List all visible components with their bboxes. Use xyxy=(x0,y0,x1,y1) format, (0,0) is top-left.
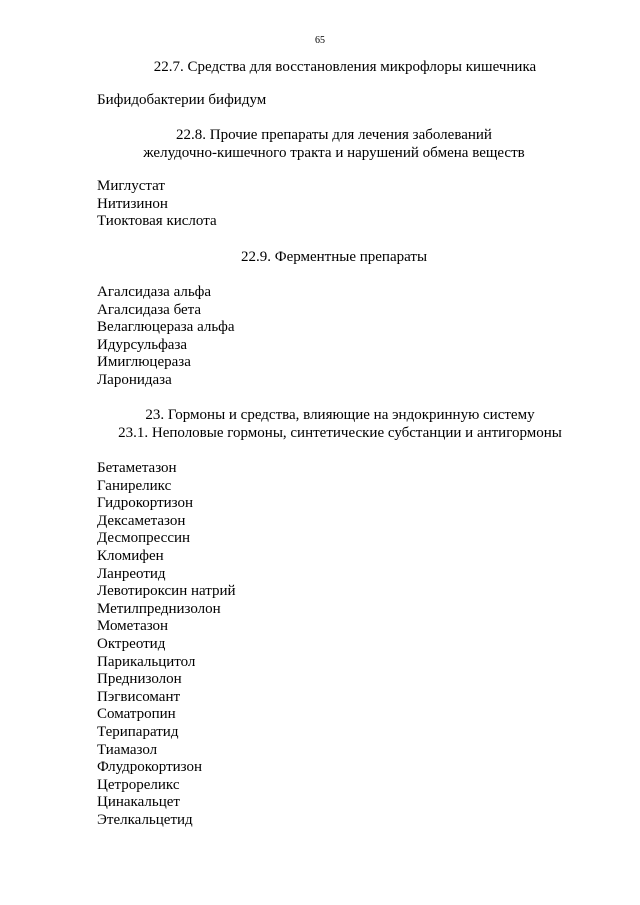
section-22-8-list xyxy=(97,178,217,231)
section-22-9-list xyxy=(97,284,235,390)
list-item: Флудрокортизон xyxy=(97,759,203,776)
section-22-9-heading: 22.9. Ферментные препараты xyxy=(240,249,428,265)
list-item: Тиоктовая кислота xyxy=(97,213,217,230)
section-22-7-list xyxy=(97,92,266,110)
list-item: Ларонидаза xyxy=(97,371,172,388)
page-number: 65 xyxy=(315,35,325,46)
list-item: Цинакальцет xyxy=(97,794,180,811)
list-item: Нитизинон xyxy=(97,195,168,212)
list-item: Этелкальцетид xyxy=(97,811,193,828)
list-item: Агалсидаза альфа xyxy=(97,284,212,300)
list-item: Метилпреднизолон xyxy=(97,600,221,617)
list-item: Преднизолон xyxy=(97,671,182,688)
section-23-heading: 23. Гормоны и средства, влияющие на эндокринную систему xyxy=(145,407,535,423)
section-23-1-heading: 23.1. Неполовые гормоны, синтетические субстанции и антигормоны xyxy=(118,425,562,441)
list-item: Ланреотид xyxy=(97,565,166,582)
list-item: Агалсидаза бета xyxy=(97,301,202,318)
list-item: Левотироксин натрий xyxy=(97,583,236,600)
list-item: Велаглюцераза альфа xyxy=(97,319,235,336)
list-item: Миглустат xyxy=(97,178,165,194)
list-item: Октреотид xyxy=(97,635,166,652)
list-item: Тиамазол xyxy=(97,741,158,758)
section-23-1-list xyxy=(97,460,236,829)
list-item: Мометазон xyxy=(97,618,169,635)
list-item: Дексаметазон xyxy=(97,512,186,529)
list-item: Кломифен xyxy=(97,547,164,564)
section-22-8-heading-line1: 22.8. Прочие препараты для лечения заболеваний xyxy=(176,127,492,143)
section-22-7-heading: 22.7. Средства для восстановления микрофлоры кишечника xyxy=(153,59,537,75)
list-item: Десмопрессин xyxy=(97,530,191,547)
list-item: Идурсульфаза xyxy=(97,336,188,353)
list-item: Цетрореликс xyxy=(97,776,180,793)
list-item: Имиглюцераза xyxy=(97,354,191,371)
list-item: Ганиреликс xyxy=(97,477,172,494)
list-item: Бетаметазон xyxy=(97,460,177,476)
section-22-8-heading-line2: желудочно-кишечного тракта и нарушений обмена веществ xyxy=(143,145,525,161)
list-item: Пэгвисомант xyxy=(97,688,181,705)
list-item: Бифидобактерии бифидум xyxy=(97,92,267,108)
list-item: Терипаратид xyxy=(97,723,179,740)
list-item: Соматропин xyxy=(97,706,176,723)
list-item: Парикальцитол xyxy=(97,653,196,670)
list-item: Гидрокортизон xyxy=(97,495,194,512)
